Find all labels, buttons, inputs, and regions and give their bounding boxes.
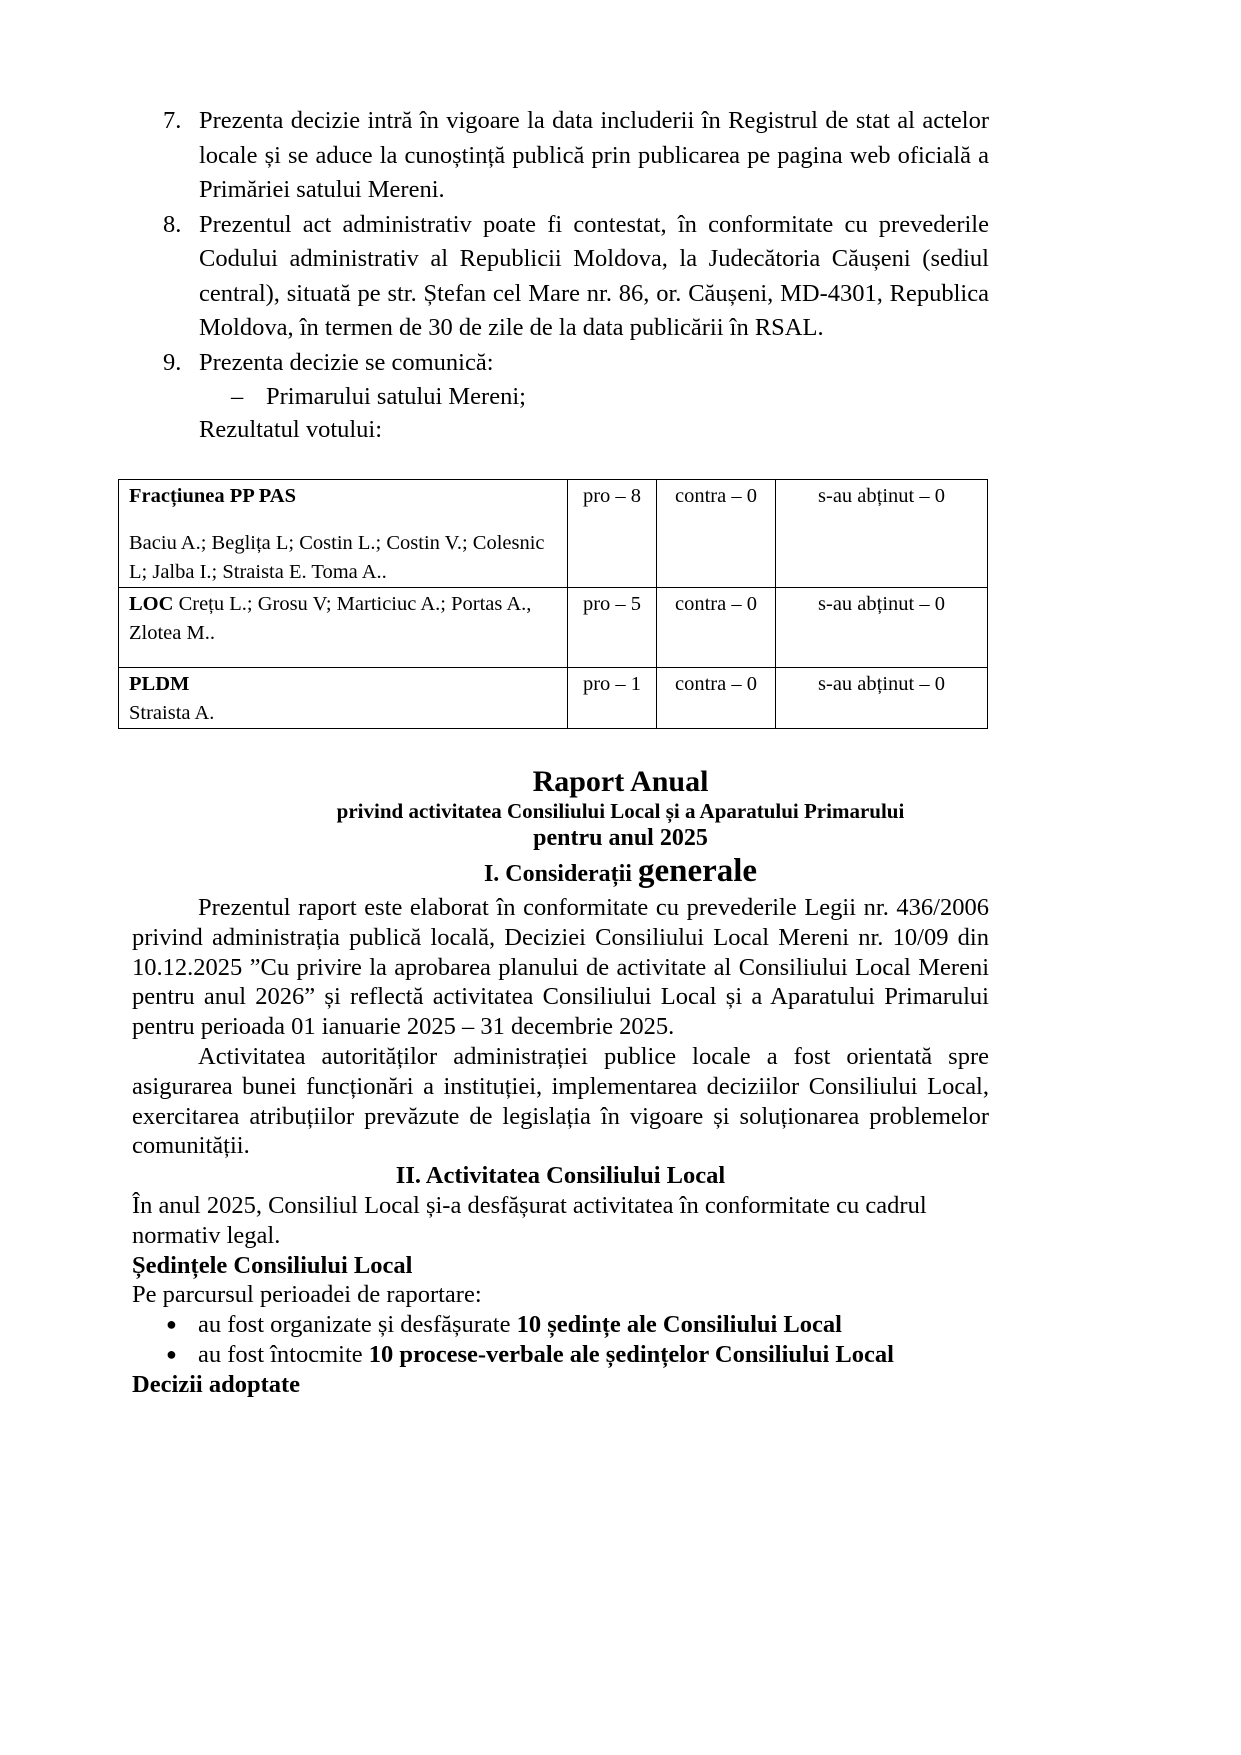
contra-cell: contra – 0 — [657, 668, 776, 729]
vote-result-label: Rezultatul votului: — [199, 415, 383, 443]
party-cell — [119, 668, 568, 729]
bullet-bold-text: 10 ședințe ale Consiliului Local — [516, 1311, 842, 1339]
decision-item-9 — [163, 346, 989, 381]
list-item — [132, 1340, 989, 1370]
meetings-heading: Ședințele Consiliului Local — [132, 1251, 413, 1279]
bullet-icon: ● — [166, 1314, 177, 1335]
abstained-cell: s-au abținut – 0 — [776, 480, 988, 588]
item-number: 7. — [163, 107, 182, 134]
dash-bullet: – — [231, 383, 244, 410]
vote-results-table — [118, 479, 988, 729]
report-year: pentru anul 2025 — [533, 825, 708, 851]
pro-cell: pro – 5 — [568, 588, 657, 668]
section-2-intro: În anul 2025, Consiliul Local și-a desfășurat activitatea în conformitate cu cadrul normativ legal. — [132, 1191, 927, 1249]
contra-cell: contra – 0 — [657, 480, 776, 588]
item-number: 8. — [163, 210, 182, 238]
pro-cell: pro – 8 — [568, 480, 657, 588]
party-members: Straista A. — [129, 702, 215, 724]
report-title: Raport Anual — [532, 765, 709, 798]
abstained-cell: s-au abținut – 0 — [776, 588, 988, 668]
communicated-to-text: Primarului satului Mereni; — [266, 383, 526, 410]
party-cell — [119, 480, 568, 588]
section-1-big-word: generale — [637, 853, 758, 889]
section-1-heading — [0, 853, 1241, 892]
decision-item-8 — [163, 208, 989, 346]
party-members: Baciu A.; Beglița L; Costin L.; Costin V.; Colesnic L; Jalba I.; Straista E. Toma A.. — [129, 532, 545, 583]
list-item — [132, 1310, 989, 1340]
item-number: 9. — [163, 348, 182, 376]
meetings-bullet-list — [132, 1310, 989, 1370]
party-name: LOC — [129, 593, 174, 615]
section-1-prefix: I. Considerații — [483, 861, 638, 887]
item-text: Prezentul act administrativ poate fi contestat, în conformitate cu prevederile Codului administrativ al Republicii Moldova, la Judecătoria Căușeni (sediul central), situată pe str. Ștefan cel Mare nr. 86, or. Căușeni, MD-4301, Republica Moldova, în termen de 30 de zile de la data publicării în RSAL. — [199, 210, 989, 341]
pro-cell: pro – 1 — [568, 668, 657, 729]
bullet-plain-text: au fost întocmite — [198, 1340, 369, 1368]
communicated-to-item — [163, 380, 989, 415]
table-row — [119, 480, 988, 588]
party-name: PLDM — [129, 673, 190, 695]
report-subtitle: privind activitatea Consiliului Local și a Aparatului Primarului — [336, 799, 905, 823]
bullet-bold-text: 10 procese-verbale ale ședințelor Consiliului Local — [368, 1340, 894, 1368]
paragraph: Activitatea autorităților administrației publice locale a fost orientată spre asigurarea bunei funcționări a instituției, implementarea deciziilor Consiliului Local, exercitarea atribuțiilor prevăzute de legislația în vigoare și soluționarea problemelor comunității. — [132, 1042, 989, 1160]
table-row — [119, 668, 988, 729]
table-row — [119, 588, 988, 668]
party-members: Crețu L.; Grosu V; Marticiuc A.; Portas A., Zlotea M.. — [129, 593, 532, 644]
abstained-cell: s-au abținut – 0 — [776, 668, 988, 729]
bullet-icon: ● — [166, 1343, 177, 1364]
item-text: Prezenta decizie se comunică: — [199, 348, 494, 376]
report-body — [132, 893, 989, 1400]
paragraph: Prezentul raport este elaborat în conformitate cu prevederile Legii nr. 436/2006 privind administrația publică locală, Deciziei Consiliului Local Mereni nr. 10/09 din 10.12.2025 ”Cu privire la aprobarea planului de activitate al Consiliului Local Mereni pentru anul 2026” și reflectă activitatea Consiliului Local și a Aparatului Primarului pentru perioada 01 ianuarie 2025 – 31 decembrie 2025. — [132, 894, 989, 1041]
decision-item-7 — [163, 104, 989, 208]
decision-items-list — [163, 104, 989, 445]
bullet-plain-text: au fost organizate și desfășurate — [198, 1311, 517, 1339]
decisions-heading: Decizii adoptate — [132, 1370, 301, 1398]
section-2-heading: II. Activitatea Consiliului Local — [395, 1162, 726, 1190]
item-text: Prezenta decizie intră în vigoare la data includerii în Registrul de stat al actelor locale și se aduce la cunoștință publică prin publicarea pe pagina web oficială a Primăriei satului Mereni. — [199, 107, 989, 203]
party-cell — [119, 588, 568, 668]
meetings-intro: Pe parcursul perioadei de raportare: — [132, 1281, 482, 1309]
contra-cell: contra – 0 — [657, 588, 776, 668]
party-name: Fracțiunea PP PAS — [129, 485, 297, 507]
